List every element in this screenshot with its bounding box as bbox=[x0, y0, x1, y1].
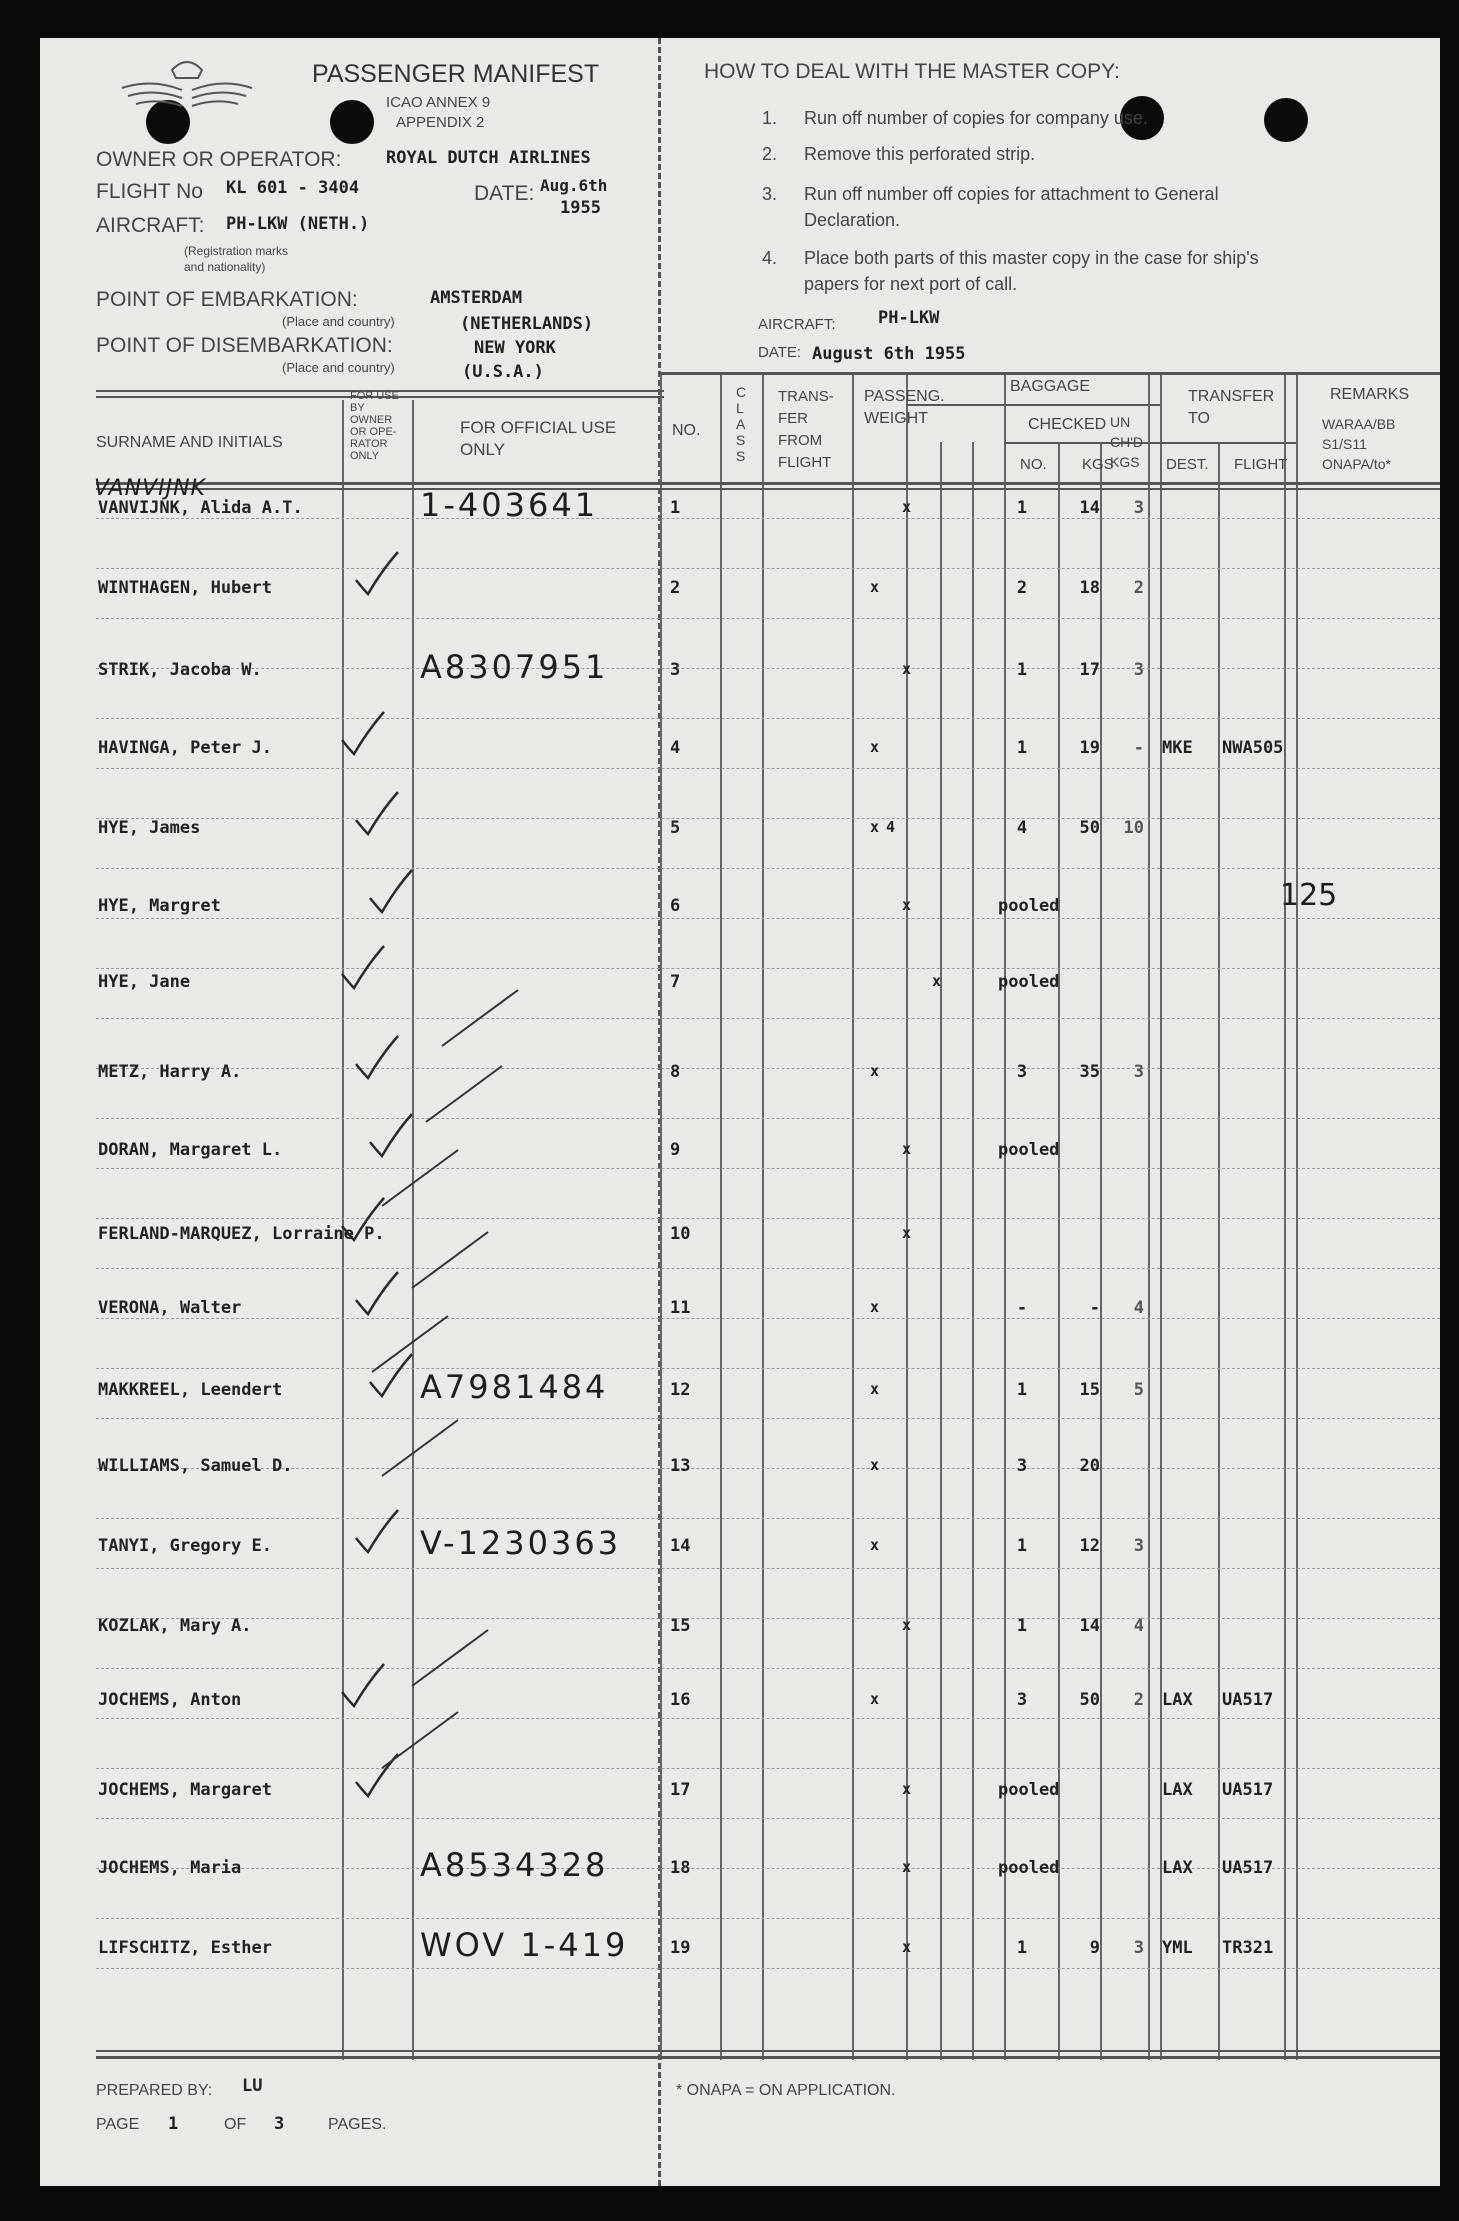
header-text-line: CH'D bbox=[1110, 434, 1144, 450]
passenger-name: STRIK, Jacoba W. bbox=[98, 660, 262, 680]
header-text-line: UN bbox=[1110, 414, 1131, 430]
baggage-pooled: pooled bbox=[998, 896, 1060, 916]
baggage-kgs: 17 bbox=[1079, 660, 1100, 680]
row-guide-line bbox=[96, 1768, 1440, 1769]
row-guide-line bbox=[96, 818, 1440, 819]
transfer-flight: UA517 bbox=[1222, 1858, 1274, 1878]
transfer-flight: UA517 bbox=[1222, 1780, 1274, 1800]
header-text-line: A bbox=[736, 416, 746, 432]
header-text-line: FLIGHT bbox=[778, 454, 832, 471]
unchecked-kgs: 3 bbox=[1133, 498, 1144, 518]
row-number: 8 bbox=[670, 1062, 681, 1082]
passenger-name: TANYI, Gregory E. bbox=[98, 1536, 272, 1556]
passenger-name: DORAN, Margaret L. bbox=[98, 1140, 283, 1160]
transfer-flight: UA517 bbox=[1222, 1690, 1274, 1710]
pencil-stroke-icon bbox=[410, 1230, 490, 1290]
unchecked-kgs: 3 bbox=[1133, 1536, 1144, 1556]
passenger-weight-mark: x bbox=[870, 578, 880, 596]
header-text-line: S1/S11 bbox=[1322, 436, 1367, 452]
tick-mark-icon bbox=[354, 550, 400, 596]
table-column-line bbox=[1296, 372, 1298, 2060]
remarks-total: 125 bbox=[1280, 878, 1338, 913]
baggage-count: 3 bbox=[1016, 1690, 1028, 1710]
baggage-kgs: 19 bbox=[1079, 738, 1100, 758]
header-text-line: OR OPE- bbox=[350, 426, 397, 438]
registration-note-2: and nationality) bbox=[184, 260, 266, 274]
baggage-count: 1 bbox=[1016, 738, 1028, 758]
unchecked-kgs: 4 bbox=[1133, 1298, 1144, 1318]
instruction-text: Run off number of copies for company use. bbox=[804, 108, 1148, 128]
row-guide-line bbox=[96, 968, 1440, 969]
header-text-line: PASSENG. bbox=[864, 388, 945, 405]
page-value: 1 bbox=[168, 2114, 179, 2134]
passenger-weight-mark: x bbox=[902, 1780, 912, 1798]
owner-label: OWNER OR OPERATOR: bbox=[96, 148, 342, 171]
baggage-kgs: 14 bbox=[1079, 1616, 1100, 1636]
disembarkation-value: NEW YORK bbox=[474, 338, 556, 358]
row-guide-line bbox=[96, 1618, 1440, 1619]
unchecked-kgs: 2 bbox=[1133, 578, 1144, 598]
unchecked-kgs: 2 bbox=[1133, 1690, 1144, 1710]
passenger-name: LIFSCHITZ, Esther bbox=[98, 1938, 272, 1958]
pencil-stroke-icon bbox=[440, 988, 520, 1048]
prepared-by-value: LU bbox=[242, 2076, 263, 2096]
instructions-aircraft-value: PH-LKW bbox=[878, 308, 940, 328]
unchecked-kgs: 3 bbox=[1133, 1938, 1144, 1958]
klm-crown-logo-icon bbox=[112, 52, 262, 122]
baggage-pooled: pooled bbox=[998, 972, 1060, 992]
header-bottom-line bbox=[96, 482, 1440, 485]
table-column-line bbox=[1160, 372, 1162, 2060]
passenger-weight-mark: x bbox=[902, 498, 912, 516]
instruction-number: 3. bbox=[762, 184, 778, 204]
punch-hole bbox=[330, 100, 374, 144]
row-number: 1 bbox=[670, 498, 681, 518]
row-number: 9 bbox=[670, 1140, 681, 1160]
punch-hole bbox=[1264, 98, 1308, 142]
tick-mark-icon bbox=[354, 790, 400, 836]
passenger-name: HYE, James bbox=[98, 818, 201, 838]
date-year: 1955 bbox=[560, 198, 601, 218]
header-text-line: BY bbox=[350, 402, 365, 414]
header-bag-kgs: KGS bbox=[1082, 456, 1114, 473]
header-no: NO. bbox=[672, 422, 701, 439]
passenger-weight-mark: x bbox=[902, 1224, 912, 1242]
pages-label: PAGES. bbox=[328, 2116, 387, 2133]
passenger-name: WILLIAMS, Samuel D. bbox=[98, 1456, 293, 1476]
row-guide-line bbox=[96, 768, 1440, 769]
owner-value: ROYAL DUTCH AIRLINES bbox=[386, 148, 591, 168]
registration-note: (Registration marks bbox=[184, 244, 289, 258]
header-text-line: ONLY bbox=[350, 450, 380, 462]
row-guide-line bbox=[96, 1568, 1440, 1569]
transfer-subheader-line bbox=[1148, 442, 1296, 444]
instructions-date-value: August 6th 1955 bbox=[812, 344, 966, 364]
embarkation-label: POINT OF EMBARKATION: bbox=[96, 288, 358, 311]
passenger-weight-mark: x bbox=[870, 1380, 880, 1398]
appendix: APPENDIX 2 bbox=[396, 114, 485, 131]
row-number: 16 bbox=[670, 1690, 691, 1710]
header-text-line: S bbox=[736, 432, 746, 448]
table-column-line bbox=[720, 372, 722, 2060]
baggage-count: 1 bbox=[1016, 1380, 1028, 1400]
unchecked-kgs: 4 bbox=[1133, 1616, 1144, 1636]
header-flight: FLIGHT bbox=[1234, 456, 1288, 473]
passenger-weight-mark: x bbox=[902, 896, 912, 914]
header-text-line: KGS bbox=[1110, 454, 1140, 470]
aircraft-label: AIRCRAFT: bbox=[96, 214, 205, 237]
baggage-count: 1 bbox=[1016, 660, 1028, 680]
row-guide-line bbox=[96, 1018, 1440, 1019]
baggage-count: 3 bbox=[1016, 1456, 1028, 1476]
passenger-weight-mark: x bbox=[870, 1298, 880, 1316]
row-guide-line bbox=[96, 1268, 1440, 1269]
transfer-destination: LAX bbox=[1162, 1690, 1193, 1710]
row-number: 12 bbox=[670, 1380, 691, 1400]
baggage-kgs: 18 bbox=[1079, 578, 1100, 598]
row-guide-line bbox=[96, 1518, 1440, 1519]
passenger-weight-mark: x bbox=[870, 1690, 880, 1708]
official-use-number: WOV 1-419 bbox=[420, 1926, 629, 1964]
passenger-weight-mark: x bbox=[870, 1536, 880, 1554]
transfer-destination: YML bbox=[1162, 1938, 1193, 1958]
transfer-flight: TR321 bbox=[1222, 1938, 1274, 1958]
row-guide-line bbox=[96, 1368, 1440, 1369]
row-guide-line bbox=[96, 718, 1440, 719]
header-dest: DEST. bbox=[1166, 456, 1209, 473]
table-column-line bbox=[906, 372, 908, 2060]
row-guide-line bbox=[96, 1318, 1440, 1319]
weight-extra-mark: 4 bbox=[886, 818, 896, 836]
row-number: 14 bbox=[670, 1536, 691, 1556]
table-column-line bbox=[852, 372, 854, 2060]
passenger-name: METZ, Harry A. bbox=[98, 1062, 242, 1082]
manifest-page bbox=[40, 38, 1440, 2186]
embarkation-country: (NETHERLANDS) bbox=[460, 314, 594, 334]
flight-value: KL 601 - 3404 bbox=[226, 178, 360, 198]
header-text-line: TO bbox=[1188, 410, 1210, 427]
baggage-pooled: pooled bbox=[998, 1140, 1060, 1160]
header-bottom-line bbox=[96, 488, 1440, 490]
table-bottom-line bbox=[96, 2056, 1440, 2059]
pencil-stroke-icon bbox=[380, 1148, 460, 1208]
official-use-number: V-1230363 bbox=[420, 1524, 622, 1562]
passenger-name: HAVINGA, Peter J. bbox=[98, 738, 272, 758]
passenger-name: VERONA, Walter bbox=[98, 1298, 242, 1318]
row-guide-line bbox=[96, 918, 1440, 919]
passenger-name: HYE, Margret bbox=[98, 896, 221, 916]
passenger-weight-mark: x bbox=[902, 1140, 912, 1158]
baggage-kgs: 14 bbox=[1079, 498, 1100, 518]
passenger-name: MAKKREEL, Leendert bbox=[98, 1380, 283, 1400]
baggage-count: 1 bbox=[1016, 498, 1028, 518]
baggage-kgs: 50 bbox=[1079, 1690, 1100, 1710]
baggage-kgs: 20 bbox=[1079, 1456, 1100, 1476]
passenger-name: KOZLAK, Mary A. bbox=[98, 1616, 252, 1636]
date-value: Aug.6th bbox=[540, 176, 608, 195]
instruction-text: papers for next port of call. bbox=[804, 274, 1018, 294]
table-column-line bbox=[1148, 372, 1150, 2060]
row-guide-line bbox=[96, 1418, 1440, 1419]
official-use-number: 1-403641 bbox=[420, 486, 599, 524]
passenger-weight-mark: x bbox=[902, 1938, 912, 1956]
date-label: DATE: bbox=[474, 182, 535, 205]
pencil-stroke-icon bbox=[424, 1064, 504, 1124]
flight-label: FLIGHT No bbox=[96, 180, 203, 203]
header-text-line: WEIGHT bbox=[864, 410, 928, 427]
row-guide-line bbox=[96, 1168, 1440, 1169]
row-number: 10 bbox=[670, 1224, 691, 1244]
instruction-number: 2. bbox=[762, 144, 778, 164]
header-text-line: FOR OFFICIAL USE bbox=[460, 418, 617, 437]
passenger-weight-mark: x bbox=[902, 1616, 912, 1634]
row-guide-line bbox=[96, 1118, 1440, 1119]
passenger-name: FERLAND-MARQUEZ, Lorraine P. bbox=[98, 1224, 385, 1244]
prepared-by-label: PREPARED BY: bbox=[96, 2082, 213, 2099]
instruction-number: 1. bbox=[762, 108, 778, 128]
icao-annex: ICAO ANNEX 9 bbox=[386, 94, 491, 111]
baggage-kgs: 12 bbox=[1079, 1536, 1100, 1556]
unchecked-kgs: 5 bbox=[1133, 1380, 1144, 1400]
passenger-name: JOCHEMS, Maria bbox=[98, 1858, 242, 1878]
row-number: 6 bbox=[670, 896, 681, 916]
row-number: 7 bbox=[670, 972, 681, 992]
official-use-number: A8307951 bbox=[420, 648, 609, 686]
pencil-stroke-icon bbox=[410, 1628, 490, 1688]
page-label: PAGE bbox=[96, 2116, 140, 2133]
row-number: 19 bbox=[670, 1938, 691, 1958]
header-text-line: ONAPA/to* bbox=[1322, 456, 1391, 472]
baggage-kgs: 35 bbox=[1079, 1062, 1100, 1082]
table-column-line bbox=[1004, 372, 1006, 2060]
row-guide-line bbox=[96, 1718, 1440, 1719]
baggage-kgs: 9 bbox=[1089, 1938, 1100, 1958]
disembarkation-country: (U.S.A.) bbox=[462, 362, 544, 382]
passenger-name: JOCHEMS, Margaret bbox=[98, 1780, 272, 1800]
passenger-weight-mark: x bbox=[870, 818, 880, 836]
table-bottom-line bbox=[96, 2050, 1440, 2052]
row-number: 15 bbox=[670, 1616, 691, 1636]
passenger-weight-mark: x bbox=[902, 1858, 912, 1876]
instruction-text: Place both parts of this master copy in the case for ship's bbox=[804, 248, 1259, 268]
instruction-text: Run off number off copies for attachment to General bbox=[804, 184, 1219, 204]
passenger-weight-mark: x bbox=[870, 1062, 880, 1080]
tick-mark-icon bbox=[340, 710, 386, 756]
baggage-pooled: pooled bbox=[998, 1780, 1060, 1800]
passenger-name: WINTHAGEN, Hubert bbox=[98, 578, 272, 598]
unchecked-kgs: 3 bbox=[1133, 1062, 1144, 1082]
row-number: 17 bbox=[670, 1780, 691, 1800]
baggage-kgs: - bbox=[1089, 1298, 1100, 1318]
place-note: (Place and country) bbox=[282, 314, 395, 329]
header-text-line: OWNER bbox=[350, 414, 393, 426]
pencil-stroke-icon bbox=[380, 1418, 460, 1478]
row-number: 2 bbox=[670, 578, 681, 598]
row-guide-line bbox=[96, 1818, 1440, 1819]
tick-mark-icon bbox=[354, 1508, 400, 1554]
baggage-count: 1 bbox=[1016, 1536, 1028, 1556]
header-text-line: TRANS- bbox=[778, 388, 834, 405]
table-top-line bbox=[660, 372, 1440, 375]
header-surname: SURNAME AND INITIALS bbox=[96, 434, 283, 451]
header-text-line: TRANSFER bbox=[1188, 388, 1275, 405]
baggage-kgs: 15 bbox=[1079, 1380, 1100, 1400]
tick-mark-icon bbox=[354, 1034, 400, 1080]
transfer-destination: LAX bbox=[1162, 1858, 1193, 1878]
table-column-line bbox=[660, 372, 662, 2060]
header-text-line: L bbox=[736, 400, 744, 416]
passenger-name: HYE, Jane bbox=[98, 972, 191, 992]
passenger-name: JOCHEMS, Anton bbox=[98, 1690, 242, 1710]
row-guide-line bbox=[96, 1468, 1440, 1469]
row-guide-line bbox=[96, 618, 1440, 619]
row-number: 5 bbox=[670, 818, 681, 838]
official-use-number: A8534328 bbox=[420, 1846, 609, 1884]
instructions-date-label: DATE: bbox=[758, 344, 802, 361]
embarkation-value: AMSTERDAM bbox=[430, 288, 523, 308]
row-guide-line bbox=[96, 1968, 1440, 1969]
instructions-title: HOW TO DEAL WITH THE MASTER COPY: bbox=[704, 60, 1120, 83]
baggage-count: 1 bbox=[1016, 1938, 1028, 1958]
transfer-destination: MKE bbox=[1162, 738, 1193, 758]
header-bag-no: NO. bbox=[1020, 456, 1047, 473]
unchecked-kgs: - bbox=[1133, 738, 1144, 758]
baggage-count: - bbox=[1016, 1298, 1028, 1318]
name-correction: VANVIJNK bbox=[94, 476, 206, 501]
pencil-stroke-icon bbox=[380, 1710, 460, 1770]
passenger-weight-mark: x bbox=[932, 972, 942, 990]
aircraft-value: PH-LKW (NETH.) bbox=[226, 214, 370, 234]
table-column-line bbox=[1284, 372, 1286, 2060]
unchecked-kgs: 3 bbox=[1133, 660, 1144, 680]
transfer-flight: NWA505 bbox=[1222, 738, 1284, 758]
baggage-pooled: pooled bbox=[998, 1858, 1060, 1878]
row-guide-line bbox=[96, 518, 1440, 519]
tick-mark-icon bbox=[340, 944, 386, 990]
header-remarks: REMARKS bbox=[1330, 386, 1410, 403]
passenger-weight-mark: x bbox=[870, 1456, 880, 1474]
row-guide-line bbox=[96, 868, 1440, 869]
instruction-text: Remove this perforated strip. bbox=[804, 144, 1036, 164]
row-number: 3 bbox=[670, 660, 681, 680]
row-guide-line bbox=[96, 1918, 1440, 1919]
baggage-count: 3 bbox=[1016, 1062, 1028, 1082]
row-number: 18 bbox=[670, 1858, 691, 1878]
row-guide-line bbox=[96, 668, 1440, 669]
baggage-count: 2 bbox=[1016, 578, 1028, 598]
row-number: 4 bbox=[670, 738, 681, 758]
official-use-number: A7981484 bbox=[420, 1368, 609, 1406]
instruction-number: 4. bbox=[762, 248, 778, 268]
instruction-text: Declaration. bbox=[804, 210, 901, 230]
baggage-kgs: 50 bbox=[1079, 818, 1100, 838]
baggage-count: 1 bbox=[1016, 1616, 1028, 1636]
row-guide-line bbox=[96, 1218, 1440, 1219]
header-text-line: S bbox=[736, 448, 746, 464]
onapa-note: * ONAPA = ON APPLICATION. bbox=[676, 2082, 896, 2099]
header-text-line: FER bbox=[778, 410, 808, 427]
header-text-line: C bbox=[736, 384, 747, 400]
passenger-name: VANVIJNK, Alida A.T. bbox=[98, 498, 303, 518]
row-number: 13 bbox=[670, 1456, 691, 1476]
header-text-line: FOR USE bbox=[350, 390, 399, 402]
tick-mark-icon bbox=[340, 1662, 386, 1708]
passenger-weight-mark: x bbox=[870, 738, 880, 756]
header-checked: CHECKED bbox=[1028, 416, 1107, 433]
header-text-line: ONLY bbox=[460, 440, 506, 459]
header-text-line: RATOR bbox=[350, 438, 388, 450]
row-guide-line bbox=[96, 1668, 1440, 1669]
row-guide-line bbox=[96, 1068, 1440, 1069]
transfer-destination: LAX bbox=[1162, 1780, 1193, 1800]
pencil-stroke-icon bbox=[370, 1314, 450, 1374]
row-number: 11 bbox=[670, 1298, 691, 1318]
header-text-line: FROM bbox=[778, 432, 823, 449]
row-guide-line bbox=[96, 568, 1440, 569]
disembarkation-label: POINT OF DISEMBARKATION: bbox=[96, 334, 393, 357]
tick-mark-icon bbox=[368, 868, 414, 914]
place-note-2: (Place and country) bbox=[282, 360, 395, 375]
of-label: OF bbox=[224, 2116, 247, 2133]
unchecked-kgs: 10 bbox=[1123, 818, 1144, 838]
manifest-title: PASSENGER MANIFEST bbox=[312, 60, 600, 88]
of-value: 3 bbox=[274, 2114, 285, 2134]
table-column-line bbox=[762, 372, 764, 2060]
tick-mark-icon bbox=[354, 1270, 400, 1316]
header-text-line: WARAA/BB bbox=[1322, 416, 1396, 432]
passenger-weight-mark: x bbox=[902, 660, 912, 678]
header-baggage: BAGGAGE bbox=[1010, 378, 1091, 395]
instructions-aircraft-label: AIRCRAFT: bbox=[758, 316, 836, 333]
baggage-count: 4 bbox=[1016, 818, 1028, 838]
